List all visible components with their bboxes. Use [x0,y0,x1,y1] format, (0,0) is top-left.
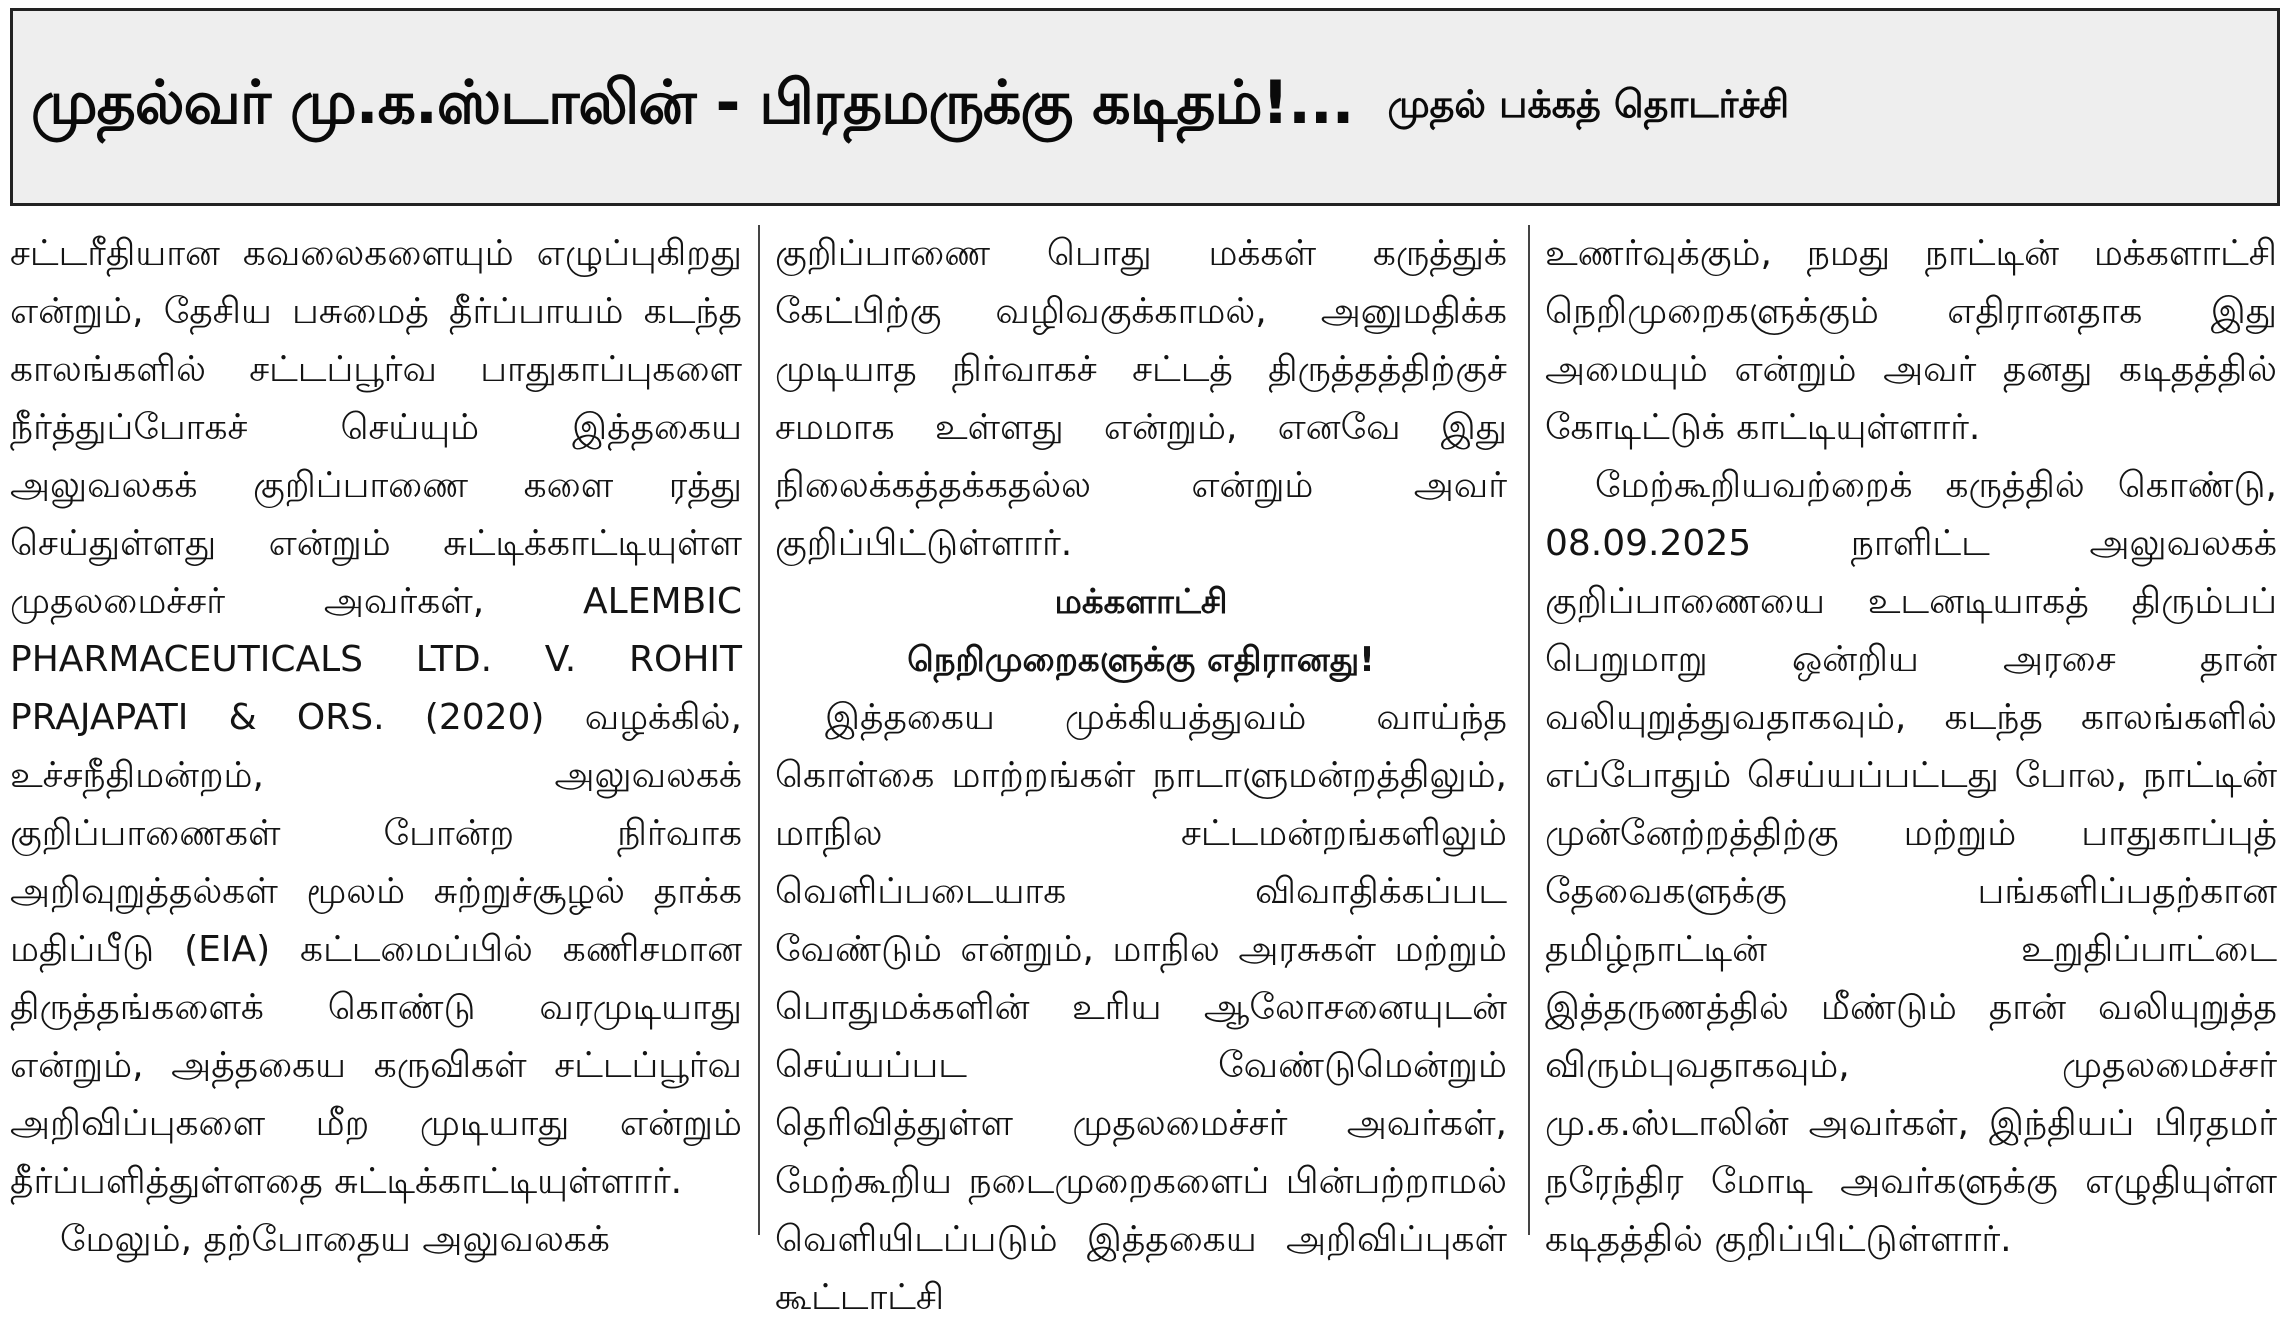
article-column-1 [10,225,742,1269]
subheading-line-1: மக்களாட்சி [1054,582,1228,622]
column-divider-1 [758,225,760,1235]
headline-continuation: முதல் பக்கத் தொடர்ச்சி [1387,82,1790,126]
column-3-paragraph-2: மேற்கூறியவற்றைக் கருத்தில் கொண்டு, 08.09.2025 நாளிட்ட அலுவலகக் குறிப்பாணையை உடனடியாகத் திரும்பப் பெறுமாறு ஒன்றிய அரசை தான் வலியுறுத்துவதாகவும், கடந்த காலங்களில் எப்போதும் செய்யப்பட்டது போல, நாட்டின் முன்னேற்றத்திற்கு மற்றும் பாதுகாப்புத் தேவைகளுக்கு பங்களிப்பதற்கான தமிழ்நாட்டின் உறுதிப்பாட்டை இத்தருணத்தில் மீண்டும் தான் வலியுறுத்த விரும்புவதாகவும், முதலமைச்சர் மு.க.ஸ்டாலின் அவர்கள், இந்தியப் பிரதமர் நரேந்திர மோடி அவர்களுக்கு எழுதியுள்ள கடிதத்தில் குறிப்பிட்டுள்ளார். [1545,465,2277,1260]
headline-title: முதல்வர் மு.க.ஸ்டாலின் - பிரதமருக்கு கடிதம்!... [31,68,1354,138]
article-column-3 [1545,225,2277,1269]
article-column-2 [775,225,1507,1327]
column-divider-2 [1528,225,1530,1235]
column-3-paragraph-1: உணர்வுக்கும், நமது நாட்டின் மக்களாட்சி நெறிமுறைகளுக்கும் எதிரானதாக இது அமையும் என்றும் அவர் தனது கடிதத்தில் கோடிட்டுக் காட்டியுள்ளார். [1545,233,2277,448]
column-1-paragraph-2: மேலும், தற்போதைய அலுவலகக் [60,1219,610,1260]
column-2-paragraph-2: இத்தகைய முக்கியத்துவம் வாய்ந்த கொள்கை மாற்றங்கள் நாடாளுமன்றத்திலும், மாநில சட்டமன்றங்களிலும் வெளிப்படையாக விவாதிக்கப்பட வேண்டும் என்றும், மாநில அரசுகள் மற்றும் பொதுமக்களின் உரிய ஆலோசனையுடன் செய்யப்பட வேண்டுமென்றும் தெரிவித்துள்ள முதலமைச்சர் அவர்கள், மேற்கூறிய நடைமுறைகளைப் பின்பற்றாமல் வெளியிடப்படும் இத்தகைய அறிவிப்புகள் கூட்டாட்சி [775,697,1507,1318]
subheading-line-2: நெறிமுறைகளுக்கு எதிரானது! [907,640,1375,680]
headline-banner [10,8,2280,206]
column-1-paragraph-1: சட்டரீதியான கவலைகளையும் எழுப்புகிறது என்றும், தேசிய பசுமைத் தீர்ப்பாயம் கடந்த காலங்களில் சட்டப்பூர்வ பாதுகாப்புகளை நீர்த்துப்போகச் செய்யும் இத்தகைய அலுவலகக் குறிப்பாணை களை ரத்து செய்துள்ளது என்றும் சுட்டிக்காட்டியுள்ள முதலமைச்சர் அவர்கள், ALEMBIC PHARMACEUTICALS LTD. V. ROHIT PRAJAPATI & ORS. (2020) வழக்கில், உச்சநீதிமன்றம், அலுவலகக் குறிப்பாணைகள் போன்ற நிர்வாக அறிவுறுத்தல்கள் மூலம் சுற்றுச்சூழல் தாக்க மதிப்பீடு (EIA) கட்டமைப்பில் கணிசமான திருத்தங்களைக் கொண்டு வரமுடியாது என்றும், அத்தகைய கருவிகள் சட்டப்பூர்வ அறிவிப்புகளை மீற முடியாது என்றும் தீர்ப்பளித்துள்ளதை சுட்டிக்காட்டியுள்ளார். [10,233,742,1202]
column-2-paragraph-1: குறிப்பாணை பொது மக்கள் கருத்துக் கேட்பிற்கு வழிவகுக்காமல், அனுமதிக்க முடியாத நிர்வாகச் சட்டத் திருத்தத்திற்குச் சமமாக உள்ளது என்றும், எனவே இது நிலைக்கத்தக்கதல்ல என்றும் அவர் குறிப்பிட்டுள்ளார். [775,233,1507,564]
